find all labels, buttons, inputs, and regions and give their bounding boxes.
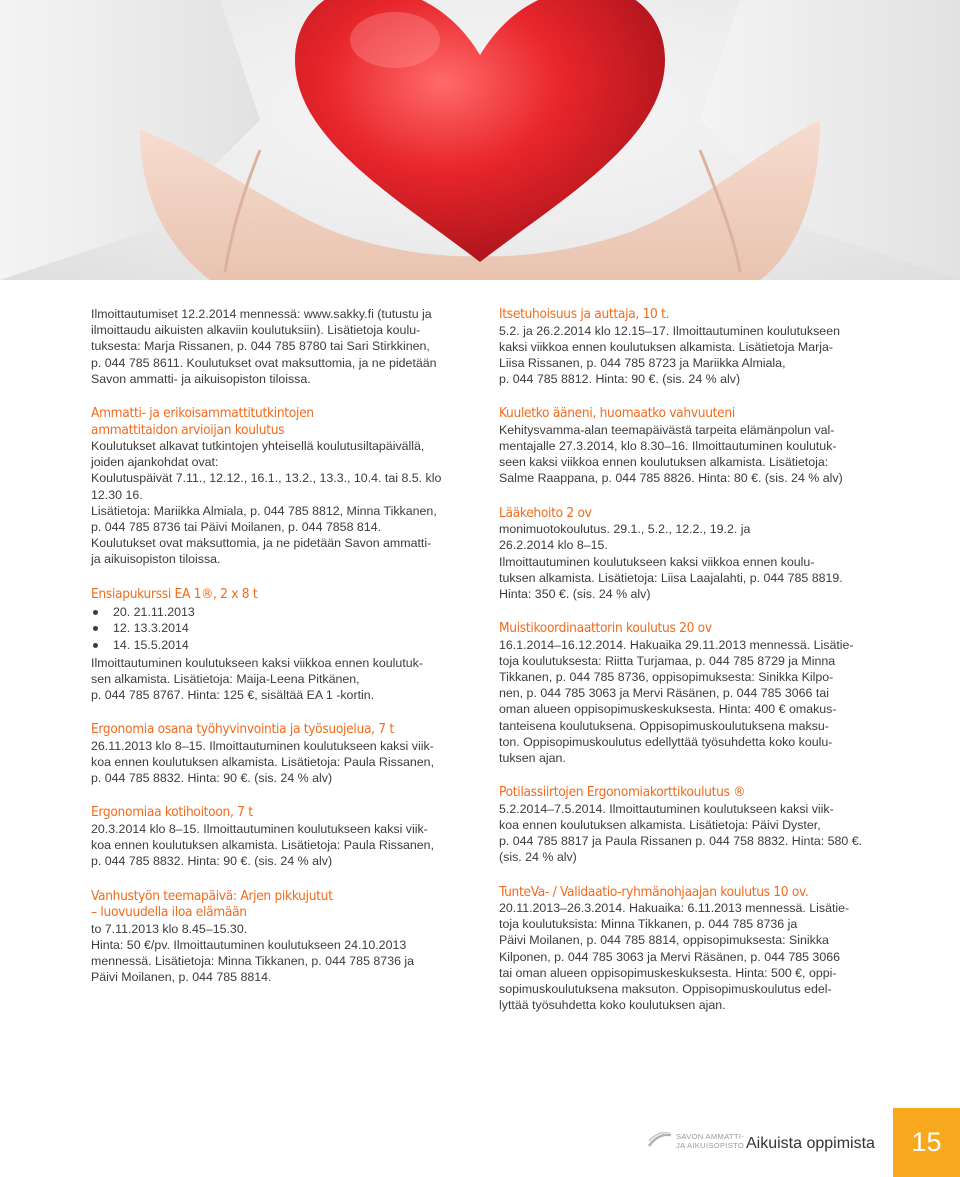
page-number: 15	[893, 1108, 960, 1177]
section-body: 20.3.2014 klo 8–15. Ilmoittautuminen koulutukseen kaksi viik- koa ennen koulutuksen alkamista. Lisätietoja: Paula Rissanen, p. 044 785 8832. Hinta: 90 €. (sis. 24 % alv)	[91, 821, 435, 869]
list-item: 20. 21.11.2013	[91, 604, 469, 620]
validation-training-section	[499, 884, 871, 1014]
section-body: Koulutukset alkavat tutkintojen yhteisellä koulutusiltapäivällä, joiden ajankohdat ovat: Koulutuspäivät 7.11., 12.12., 16.1., 13.2., 13.3., 10.4. tai 8.5. klo 12.30 16. Lisätietoja: Mariikka Almiala, p. 044 785 8812, Minna Tikkanen, p. 044 785 8736 tai Päivi Moilanen, p. 044 7858 814. Koulutukset ovat maksuttomia, ja ne pidetään Savon ammatti- ja aikuisopiston tiloissa.	[91, 439, 442, 567]
memory-coordinator-section	[499, 620, 871, 766]
course-dates-list	[91, 604, 469, 653]
section-heading: Lääkehoito 2 ov	[499, 504, 592, 521]
section-body: Ilmoittautuminen koulutukseen kaksi viikkoa ennen koulutuk- sen alkamista. Lisätietoja: Maija-Leena Pitkänen, p. 044 785 8767. Hinta: 125 €, sisältää EA 1 -kortin.	[91, 655, 423, 703]
section-heading: Itsetuhoisuus ja auttaja, 10 t.	[499, 306, 670, 322]
left-column	[91, 306, 469, 1003]
list-item: 14. 15.5.2014	[91, 637, 469, 653]
section-body: monimuotokoulutus. 29.1., 5.2., 12.2., 19.2. ja 26.2.2014 klo 8–15. Ilmoittautuminen koulutukseen kaksi viikkoa ennen koulu- tuksen alkamista. Lisätietoja: Liisa Laajalahti, p. 044 785 8819. Hinta: 350 €. (sis. 24 % alv)	[499, 522, 843, 601]
heart-in-hands-illustration	[0, 0, 960, 280]
section-body: 20.11.2013–26.3.2014. Hakuaika: 6.11.2013 mennessä. Lisätie- toja koulutuksista: Minna Tikkanen, p. 044 785 8736 ja Päivi Moilanen, p. 044 785 8814, oppisopimuksesta: Sinikka Kilponen, p. 044 785 3063 ja Mervi Räsänen, p. 044 785 3066 tai oman alueen oppisopimuskeskuksesta. Hinta: 500 €, oppi- sopimuskoulutuksena maksuton. Oppisopimuskoulutus edel- lyttää työsuhdetta koko koulutuksen ajan.	[499, 901, 850, 1013]
section-body: 5.2.2014–7.5.2014. Ilmoittautuminen koulutukseen kaksi viik- koa ennen koulutuksen alkamista. Lisätietoja: Päivi Dyster, p. 044 785 8817 ja Paula Rissanen p. 044 758 8832. Hinta: 580 €. (sis. 24 % alv)	[499, 801, 863, 865]
disability-theme-day-section	[499, 405, 871, 486]
assessor-training-section	[91, 405, 469, 568]
ergonomics-wellbeing-section	[91, 721, 469, 786]
intro-block	[91, 306, 469, 387]
intro-text: Ilmoittautumiset 12.2.2014 mennessä: www.sakky.fi (tutustu ja ilmoittaudu aikuisten alkaviin koulutuksiin). Lisätietoja koulu- tuksesta: Marja Rissanen, p. 044 785 8780 tai Sari Stirkkinen, p. 044 785 8611. Koulutukset ovat maksuttomia, ja ne pidetään Savon ammatti- ja aikuisopiston tiloissa.	[91, 307, 437, 386]
elderly-care-theme-day-section	[91, 888, 469, 986]
section-heading: Muistikoordinaattorin koulutus 20 ov	[499, 620, 712, 637]
patient-transfer-section	[499, 784, 871, 865]
right-column	[499, 306, 871, 1032]
section-body: 26.11.2013 klo 8–15. Ilmoittautuminen koulutukseen kaksi viik- koa ennen koulutuksen alkamista. Lisätietoja: Paula Rissanen, p. 044 785 8832. Hinta: 90 €. (sis. 24 % alv)	[91, 738, 435, 786]
section-body: Kehitysvamma-alan teemapäivästä tarpeita elämänpolun val- mentajalle 27.3.2014, klo 8.30–16. Ilmoittautuminen koulutuk- seen kaksi viikkoa ennen koulutuksen alkamista. Lisätietoja: Salme Raappana, p. 044 785 8826. Hinta: 80 €. (sis. 24 % alv)	[499, 422, 843, 486]
section-heading	[91, 405, 469, 438]
heading-line-1: Ammatti- ja erikoisammattitutkintojen	[91, 405, 314, 422]
list-item: 12. 13.3.2014	[91, 620, 469, 636]
heading-line-2: ammattitaidon arvioijan koulutus	[91, 421, 285, 438]
section-body: 16.1.2014–16.12.2014. Hakuaika 29.11.2013 mennessä. Lisätie- toja koulutuksesta: Riitta Turjamaa, p. 044 785 8729 ja Minna Tikkanen, p. 044 785 8736, oppisopimuksesta: Sinikka Kilpo- nen, p. 044 785 3063 ja Mervi Räsänen, p. 044 785 3066 tai oman alueen oppisopimuskeskuksesta. Hinta: 400 € omakus- tanteisena koulutuksena. Oppisopimuskoulutuksena maksu- ton. Oppisopimuskoulutus edellyttää työsuhdetta koko koulu- tuksen ajan.	[499, 637, 854, 766]
section-heading: Kuuletko ääneni, huomaatko vahvuuteni	[499, 405, 735, 422]
suicidality-section	[499, 306, 871, 387]
section-body: 5.2. ja 26.2.2014 klo 12.15–17. Ilmoittautuminen koulutukseen kaksi viikkoa ennen koulutuksen alkamista. Lisätietoja Marja- Liisa Rissanen, p. 044 785 8723 ja Mariikka Almiala, p. 044 785 8812. Hinta: 90 €. (sis. 24 % alv)	[499, 323, 840, 387]
hero-image	[0, 0, 960, 280]
footer-title: Aikuista oppimista	[746, 1135, 875, 1152]
section-heading: Ergonomia osana työhyvinvointia ja työsuojelua, 7 t	[91, 721, 394, 738]
section-heading: Potilassiirtojen Ergonomiakorttikoulutus ®	[499, 784, 746, 801]
logo-swoosh-icon	[648, 1132, 672, 1150]
heading-line-2: – luovuudella iloa elämään	[91, 904, 247, 921]
medication-section	[499, 505, 871, 603]
ergonomics-homecare-section	[91, 804, 469, 869]
logo-text: SAVON AMMATTI- JA AIKUISOPISTO	[676, 1132, 745, 1150]
school-logo	[648, 1126, 748, 1160]
section-heading: Ergonomiaa kotihoitoon, 7 t	[91, 804, 253, 821]
section-heading	[91, 888, 469, 921]
first-aid-section	[91, 586, 469, 704]
section-heading: TunteVa- / Validaatio-ryhmänohjaajan koulutus 10 ov.	[499, 883, 809, 900]
section-heading: Ensiapukurssi EA 1®, 2 x 8 t	[91, 585, 258, 602]
section-body: to 7.11.2013 klo 8.45–15.30. Hinta: 50 €/pv. Ilmoittautuminen koulutukseen 24.10.2013 mennessä. Lisätietoja: Minna Tikkanen, p. 044 785 8736 ja Päivi Moilanen, p. 044 785 8814.	[91, 921, 415, 985]
heading-line-1: Vanhustyön teemapäivä: Arjen pikkujutut	[91, 887, 333, 904]
